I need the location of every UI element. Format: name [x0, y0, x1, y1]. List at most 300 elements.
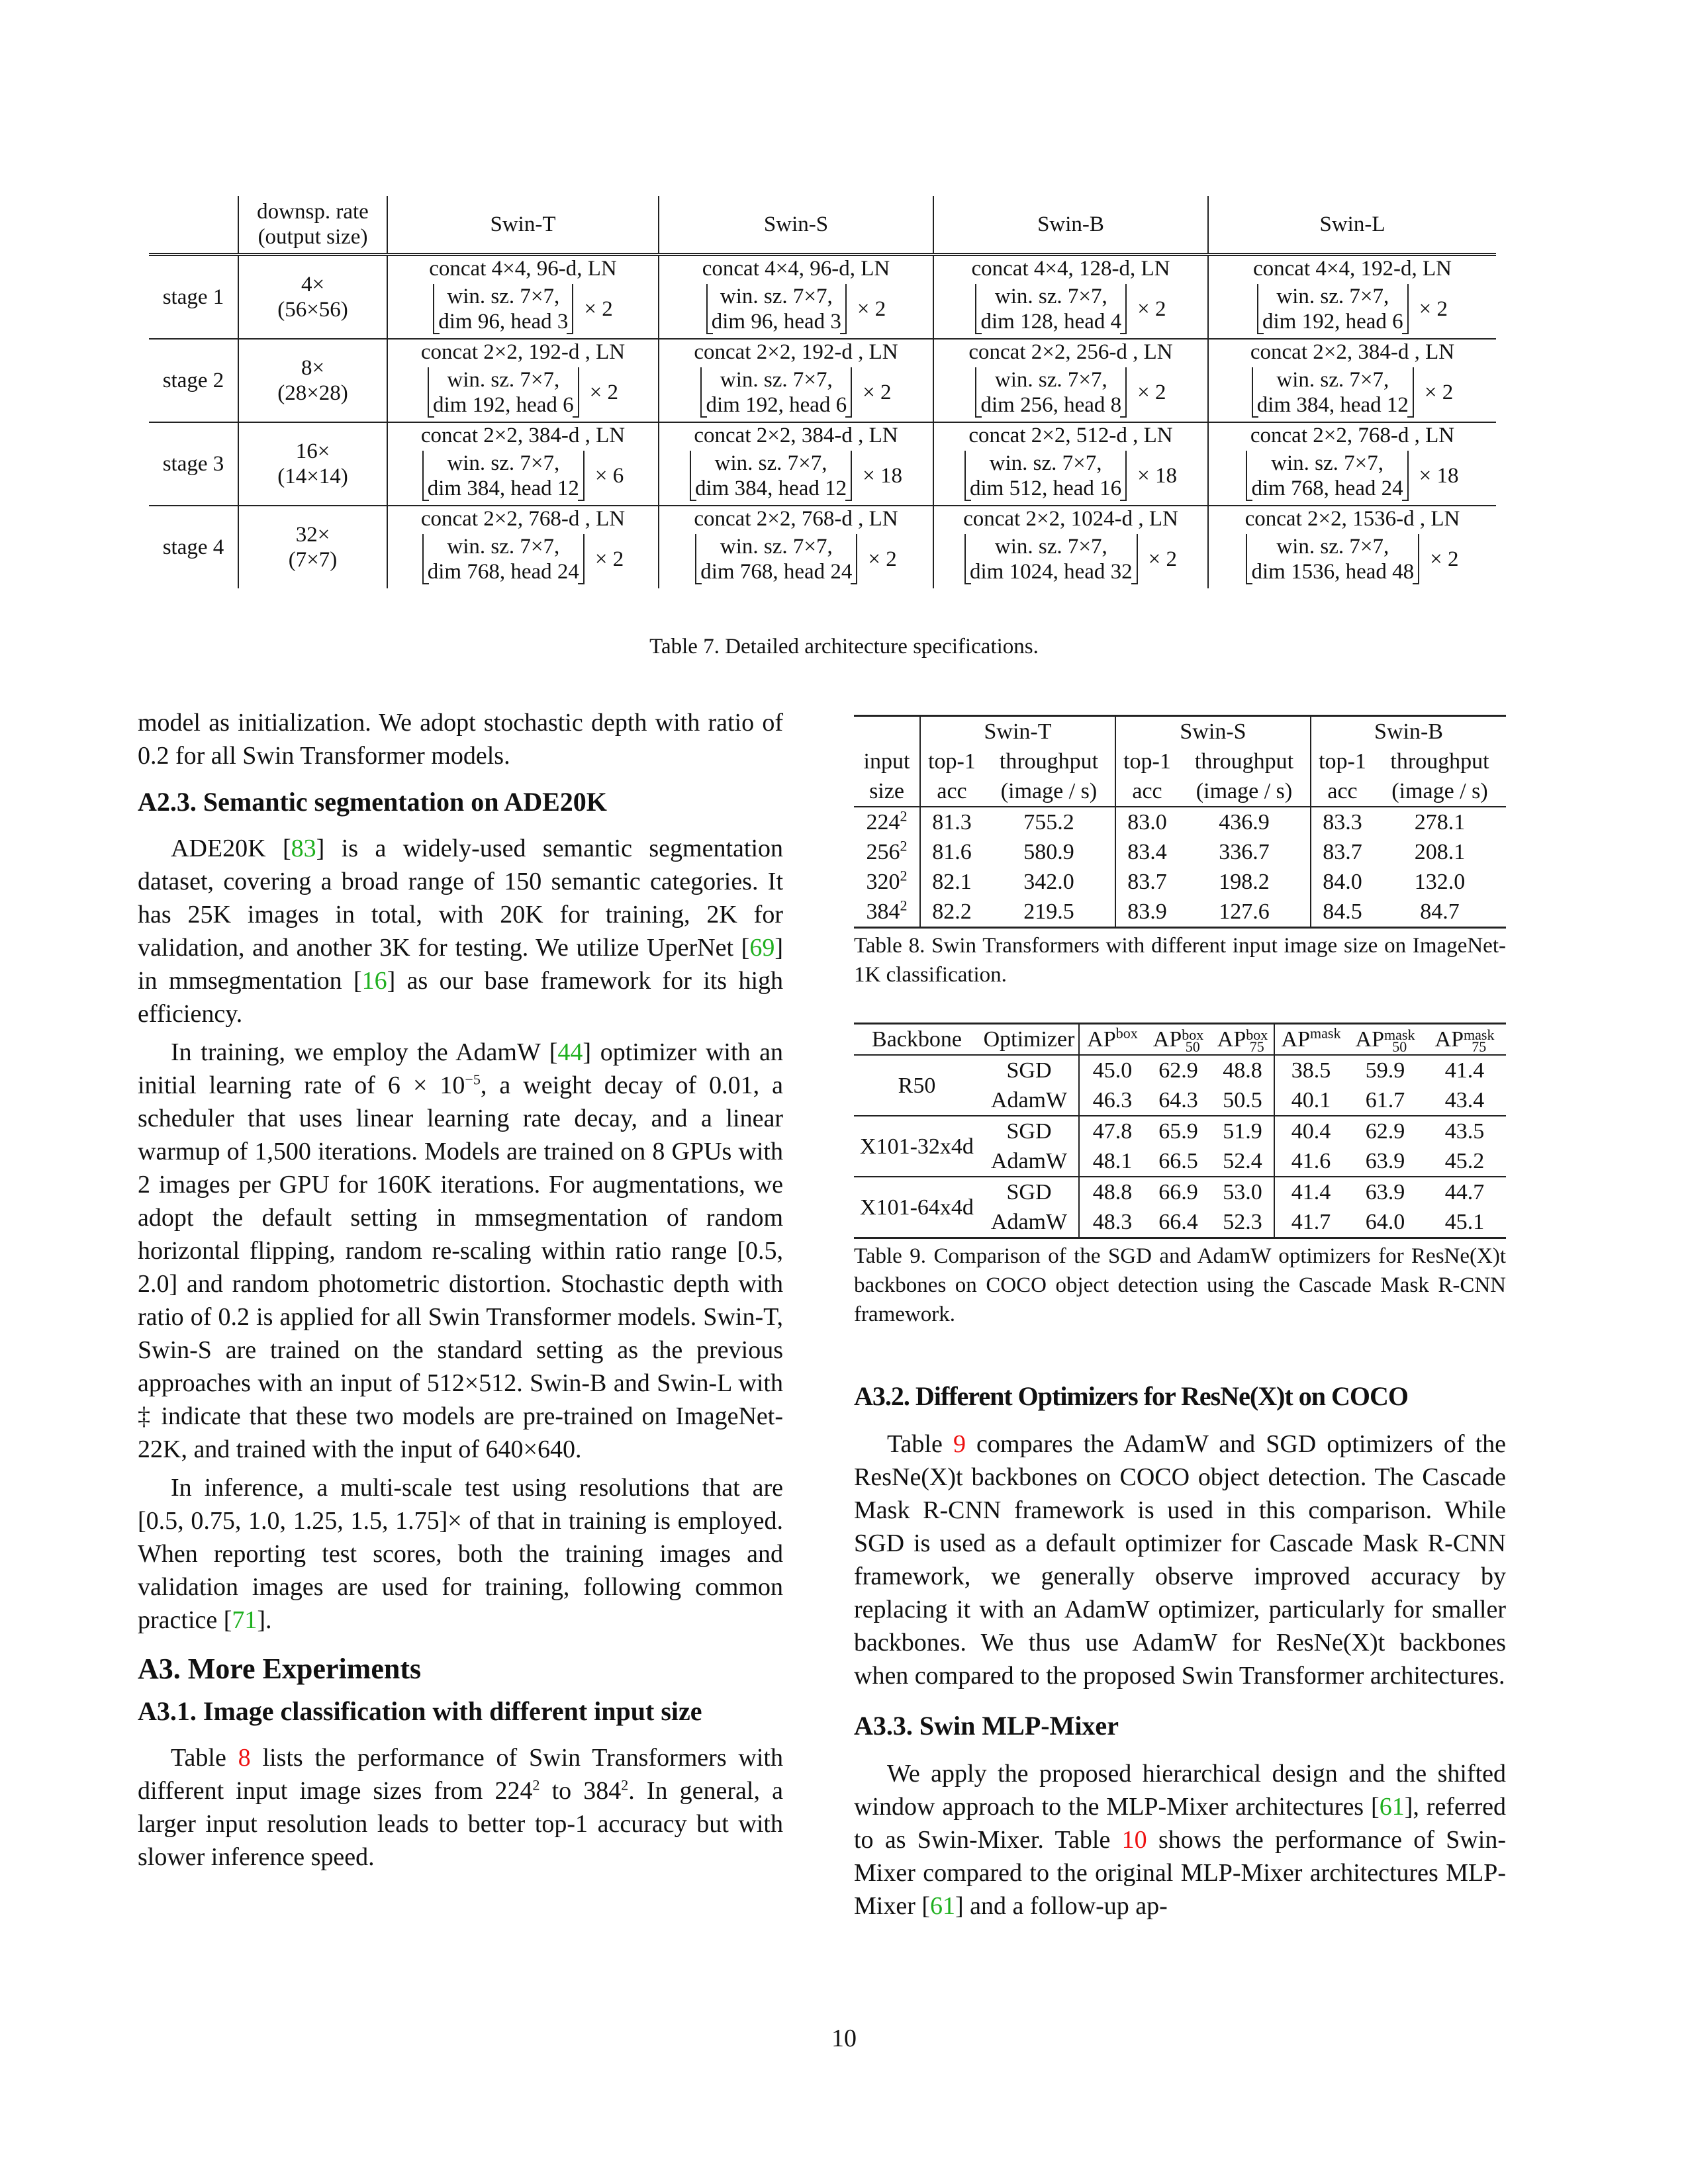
t9-h-ap75-mask [1423, 1024, 1506, 1056]
t9-h-ap50-mask [1347, 1024, 1423, 1056]
heading-a3-2: A3.2. Different Optimizers for ResNe(X)t on COCO [854, 1381, 1408, 1411]
t9-optimizer: SGD [1006, 1058, 1052, 1083]
table-ref-link[interactable]: 10 [1121, 1826, 1147, 1854]
t7-dim: dim 96, head 3 [438, 309, 569, 334]
t8-input-size [854, 807, 920, 837]
t8-h-acc: acc [1115, 776, 1178, 807]
t7-block-cell [1208, 448, 1496, 506]
t7-win: win. sz. 7×7, [994, 284, 1107, 308]
t7-stage-label: stage 2 [149, 339, 238, 422]
t7-bracket [975, 284, 1127, 334]
t8-h-thr: throughput [999, 749, 1099, 774]
t7-repeat: × 2 [1148, 547, 1177, 571]
text-span: 320 [866, 870, 900, 894]
t8-value: 83.4 [1115, 837, 1178, 867]
t9-optimizer: SGD [1006, 1180, 1052, 1205]
t7-stage-row-concat [149, 339, 1496, 365]
text-span: In inference, a multi-scale test using resolutions that are [0.5, 0.75, 1.0, 1.25, 1.5, 1.75]× of that in training is employed. When reporting test scores, both the training images and validation images are used for training, following common practice [ [138, 1474, 783, 1634]
t7-repeat: × 2 [863, 380, 892, 404]
text-span: 256 [866, 840, 900, 864]
t7-repeat: × 18 [1137, 463, 1177, 488]
t9-value: 43.4 [1444, 1088, 1485, 1113]
text-span: In training, we employ the AdamW [ [171, 1038, 558, 1066]
t8-h-acc: acc [920, 776, 983, 807]
t7-win: win. sz. 7×7, [447, 451, 560, 475]
t7-size: (14×14) [277, 464, 348, 488]
t7-dim: dim 192, head 6 [1262, 309, 1403, 334]
t7-dim: dim 192, head 6 [706, 392, 847, 417]
table-ref-link[interactable]: 8 [238, 1744, 251, 1772]
text-span: ] and a follow-up ap- [955, 1892, 1168, 1920]
t8-value: 198.2 [1219, 870, 1270, 894]
t7-block-cell [1208, 365, 1496, 422]
t9-value: 64.0 [1365, 1210, 1405, 1234]
t9-value: 45.1 [1444, 1210, 1485, 1234]
t7-rate: 16× [295, 439, 330, 463]
t9-value: 38.5 [1274, 1055, 1347, 1085]
t9-backbone: R50 [898, 1073, 936, 1098]
t7-block-cell [659, 281, 933, 339]
t9-value: 45.0 [1079, 1055, 1145, 1085]
t7-stage-label: stage 3 [149, 422, 238, 506]
header-swin-l: Swin-L [1208, 196, 1496, 254]
t7-win: win. sz. 7×7, [714, 451, 827, 475]
t9-value: 40.1 [1274, 1085, 1347, 1116]
t8-value: 81.3 [920, 807, 983, 837]
table-row [854, 897, 1506, 928]
text-span: ] as our base framework for its high efficiency. [138, 967, 783, 1028]
t7-win: win. sz. 7×7, [1276, 284, 1389, 308]
citation-link[interactable]: 44 [557, 1038, 583, 1066]
table-9-grid [854, 1023, 1506, 1239]
t7-concat-cell: concat 2×2, 1024-d , LN [933, 506, 1208, 531]
superscript: box [1115, 1024, 1138, 1042]
t8-h-top1: top-1 [1115, 747, 1178, 776]
t8-value: 82.2 [920, 897, 983, 928]
t8-h-acc: acc [1311, 776, 1374, 807]
exponent: 2 [621, 1776, 629, 1794]
header-swin-s: Swin-S [659, 196, 933, 254]
t7-concat-cell: concat 2×2, 256-d , LN [933, 339, 1208, 365]
t7-stage-row-concat [149, 506, 1496, 531]
t7-block [964, 534, 1177, 584]
t8-value: 83.0 [1115, 807, 1178, 837]
t7-win: win. sz. 7×7, [447, 284, 560, 308]
t8-h-ims: (image / s) [1391, 779, 1488, 803]
t7-block [690, 451, 902, 501]
t9-h-ap75-box [1211, 1024, 1274, 1056]
citation-link[interactable]: 61 [1379, 1793, 1405, 1821]
t7-repeat: × 2 [857, 296, 886, 321]
t7-downsp-cell [238, 254, 387, 339]
text-span: AP [1087, 1027, 1116, 1052]
t7-win: win. sz. 7×7, [1271, 451, 1383, 475]
table-8-grid [854, 715, 1506, 929]
t9-optimizer: AdamW [990, 1088, 1068, 1113]
t7-win: win. sz. 7×7, [994, 534, 1107, 559]
text-span: ], referred to as Swin-Mixer. Table [854, 1793, 1506, 1854]
t8-value: 436.9 [1178, 807, 1311, 837]
table-9-caption: Table 9. Comparison of the SGD and AdamW optimizers for ResNe(X)t backbones on COCO object detection using the Cascade Mask R-CNN framework. [854, 1244, 1506, 1326]
heading-a3-3: A3.3. Swin MLP-Mixer [854, 1711, 1119, 1741]
t8-value: 84.5 [1311, 897, 1374, 928]
t7-repeat: × 2 [584, 296, 613, 321]
text-span: ]. [257, 1606, 272, 1634]
text-span: AP [1355, 1027, 1384, 1052]
t8-h-top1: top-1 [920, 747, 983, 776]
t8-model-swin-t: Swin-T [920, 716, 1115, 747]
t8-value: 208.1 [1414, 840, 1466, 864]
t7-block [975, 284, 1166, 334]
t9-value: 41.6 [1274, 1146, 1347, 1177]
table-row [854, 837, 1506, 867]
text-span: Table [887, 1430, 953, 1458]
table-7-grid [149, 196, 1496, 588]
t7-block-cell [659, 531, 933, 588]
t9-h-ap-box [1079, 1024, 1145, 1056]
text-span: We apply the proposed hierarchical design and the shifted window approach to the MLP-Mixer architectures [ [854, 1760, 1506, 1821]
t7-block-cell [1208, 281, 1496, 339]
t9-value: 48.1 [1079, 1146, 1145, 1177]
t7-dim: dim 384, head 12 [1256, 392, 1409, 417]
sub-sup [1464, 1026, 1495, 1056]
sub-sup [1182, 1026, 1204, 1056]
heading-a2-3: A2.3. Semantic segmentation on ADE20K [138, 787, 607, 817]
header-swin-b: Swin-B [933, 196, 1208, 254]
t8-model-swin-b: Swin-B [1311, 716, 1506, 747]
t9-value: 64.3 [1158, 1088, 1198, 1113]
text-span: ] in mmsegmentation [ [138, 934, 783, 995]
t7-block-cell [387, 531, 659, 588]
citation-link[interactable]: 69 [749, 934, 775, 962]
t8-value: 127.6 [1178, 897, 1311, 928]
t7-win: win. sz. 7×7, [447, 367, 560, 392]
t9-value: 48.8 [1079, 1177, 1145, 1207]
table-7-caption: Table 7. Detailed architecture specifications. [649, 635, 1039, 659]
t7-stage-row-concat [149, 254, 1496, 281]
t8-h-top1: top-1 [1311, 747, 1374, 776]
t9-value: 47.8 [1079, 1116, 1145, 1146]
t7-dim: dim 384, head 12 [427, 476, 579, 500]
t7-win: win. sz. 7×7, [1276, 367, 1389, 392]
t7-block [422, 534, 624, 584]
t7-bracket [428, 367, 579, 418]
t7-repeat: × 2 [594, 547, 624, 571]
t8-value: 219.5 [983, 897, 1115, 928]
t7-downsp-cell [238, 339, 387, 422]
t7-bracket [964, 534, 1138, 584]
t9-value: 62.9 [1158, 1058, 1198, 1083]
t7-block [706, 284, 886, 334]
t9-value: 41.7 [1274, 1207, 1347, 1238]
t8-value: 81.6 [920, 837, 983, 867]
text-span: AP [1217, 1027, 1246, 1052]
t7-dim: dim 128, head 4 [980, 309, 1122, 334]
t7-concat-cell: concat 2×2, 1536-d , LN [1208, 506, 1496, 531]
right-paragraph-2 [854, 1757, 1506, 1923]
citation-link[interactable]: 83 [291, 835, 316, 862]
t7-block-cell [1208, 531, 1496, 588]
t9-value: 40.4 [1274, 1116, 1347, 1146]
left-paragraph-3 [138, 1471, 783, 1637]
t7-concat-cell: concat 2×2, 192-d , LN [387, 339, 659, 365]
table-7 [149, 196, 1496, 588]
t7-size: (56×56) [277, 297, 348, 322]
t7-dim: dim 768, head 24 [427, 559, 579, 584]
t7-rate: 8× [301, 355, 325, 380]
text-span: Table [171, 1744, 238, 1772]
t7-repeat: × 2 [1137, 296, 1166, 321]
t7-dim: dim 256, head 8 [980, 392, 1122, 417]
t7-block [433, 284, 613, 334]
left-column [138, 706, 783, 1874]
t7-block-cell [387, 365, 659, 422]
t9-value: 62.9 [1365, 1119, 1405, 1144]
t7-bracket [422, 534, 585, 584]
table-row [854, 1177, 1506, 1207]
t8-h-ims: (image / s) [1196, 779, 1293, 803]
exponent: 2 [900, 837, 908, 854]
t7-win: win. sz. 7×7, [989, 451, 1102, 475]
t7-block-cell [933, 531, 1208, 588]
t7-block [1257, 284, 1448, 334]
t7-bracket [1246, 451, 1408, 501]
header-downsp-line2: (output size) [258, 224, 368, 249]
t7-dim: dim 768, head 24 [700, 559, 853, 584]
t9-h-ap50-box [1145, 1024, 1211, 1056]
t8-input-size [854, 867, 920, 897]
t7-bracket [706, 284, 847, 334]
t7-concat-cell: concat 4×4, 96-d, LN [659, 254, 933, 281]
t7-block-cell [933, 448, 1208, 506]
t9-value: 45.2 [1444, 1149, 1485, 1173]
t8-value: 83.7 [1311, 837, 1374, 867]
t7-stage-label: stage 1 [149, 254, 238, 339]
t7-block-cell [659, 365, 933, 422]
t7-win: win. sz. 7×7, [720, 284, 833, 308]
t7-repeat: × 6 [594, 463, 624, 488]
t7-block-cell [659, 448, 933, 506]
t7-win: win. sz. 7×7, [720, 534, 833, 559]
table-row [854, 1116, 1506, 1146]
t7-repeat: × 2 [1430, 547, 1459, 571]
superscript: mask [1464, 1026, 1495, 1044]
t8-input-size [854, 897, 920, 928]
table-8-caption: Table 8. Swin Transformers with different input image size on ImageNet-1K classification. [854, 934, 1506, 987]
table-8 [854, 715, 1506, 989]
t7-win: win. sz. 7×7, [447, 534, 560, 559]
superscript: box [1246, 1026, 1268, 1044]
exponent: 2 [900, 867, 908, 884]
t9-value: 61.7 [1365, 1088, 1405, 1113]
t8-corner [854, 716, 920, 747]
text-span: ] optimizer with an initial learning rate of 6 × 10 [138, 1038, 783, 1099]
text-span: to 384 [539, 1777, 622, 1805]
t7-dim: dim 512, head 16 [969, 476, 1122, 500]
text-span: , a weight decay of 0.01, a scheduler that uses linear learning rate decay, and a linear warmup of 1,500 iterations. Models are trained on 8 GPUs with 2 images per GPU for 160K iterations. For augmentations, we adopt the default setting in mmsegmentation of random horizontal flipping, random re-scaling within ratio range [0.5, 2.0] and random photometric distortion. Stochastic depth with ratio of 0.2 is applied for all Swin Transformer models. Swin-T, Swin-S are trained on the standard setting as the previous approaches with an input of 512×512. Swin-B and Swin-L with ‡ indicate that these two models are pre-trained on ImageNet-22K, and trained with the input of 640×640. [138, 1071, 783, 1463]
t7-repeat: × 2 [1424, 380, 1454, 404]
t9-value: 48.3 [1079, 1207, 1145, 1238]
t8-h-size: size [869, 779, 904, 803]
t7-block [1252, 367, 1454, 418]
t7-dim: dim 1536, head 48 [1251, 559, 1415, 584]
t8-value: 342.0 [1023, 870, 1074, 894]
left-paragraph-2 [138, 1036, 783, 1466]
exponent: 2 [900, 897, 908, 914]
page-number: 10 [831, 2025, 857, 2052]
t7-repeat: × 2 [1419, 296, 1448, 321]
t7-bracket [964, 451, 1127, 501]
t9-value: 52.4 [1223, 1149, 1262, 1173]
exponent: 2 [532, 1776, 540, 1794]
t9-value: 63.9 [1365, 1149, 1405, 1173]
t7-block-cell [387, 448, 659, 506]
t7-block-cell [933, 281, 1208, 339]
t7-win: win. sz. 7×7, [994, 367, 1107, 392]
table-row [854, 1055, 1506, 1085]
superscript: mask [1310, 1024, 1341, 1042]
t7-concat-cell: concat 4×4, 96-d, LN [387, 254, 659, 281]
t7-block-cell [387, 281, 659, 339]
citation-link[interactable]: 61 [930, 1892, 956, 1920]
t7-size: (7×7) [288, 547, 338, 572]
t9-h-optimizer: Optimizer [983, 1027, 1075, 1052]
t9-value: 41.4 [1274, 1177, 1347, 1207]
sub-sup [1246, 1026, 1268, 1056]
t7-concat-cell: concat 2×2, 192-d , LN [659, 339, 933, 365]
t9-value: 48.8 [1223, 1058, 1262, 1083]
text-span: AP [1281, 1027, 1310, 1052]
text-span: 384 [866, 899, 900, 924]
t7-repeat: × 18 [863, 463, 902, 488]
t8-value: 278.1 [1374, 807, 1506, 837]
t8-value: 83.3 [1311, 807, 1374, 837]
t7-block [428, 367, 618, 418]
t9-value: 46.3 [1079, 1085, 1145, 1116]
header-downsp-line1: downsp. rate [257, 199, 369, 224]
text-span: compares the AdamW and SGD optimizers of the ResNe(X)t backbones on COCO object detection. The Cascade Mask R-CNN framework is used in this comparison. While SGD is used as a default optimizer for Cascade Mask R-CNN framework, we generally observe improved accuracy by replacing it with an AdamW optimizer, particularly for smaller backbones. We thus use AdamW for ResNe(X)t backbones when compared to the proposed Swin Transformer architectures. [854, 1430, 1506, 1690]
right-column [854, 1380, 1506, 1923]
t7-rate: 4× [301, 272, 325, 296]
t8-value: 755.2 [983, 807, 1115, 837]
t8-value: 84.0 [1311, 867, 1374, 897]
table-ref-link[interactable]: 9 [953, 1430, 966, 1458]
t8-h-input: input [863, 749, 910, 774]
header-swin-t: Swin-T [387, 196, 659, 254]
t7-bracket [422, 451, 585, 501]
t8-value: 83.7 [1115, 867, 1178, 897]
table-9 [854, 1023, 1506, 1329]
subscript: 50 [1392, 1038, 1407, 1056]
left-paragraph-0: model as initialization. We adopt stochastic depth with ratio of 0.2 for all Swin Transformer models. [138, 709, 783, 770]
t7-block [1246, 534, 1458, 584]
t8-h-thr: throughput [1390, 749, 1489, 774]
t7-block [700, 367, 891, 418]
t9-backbone: X101-64x4d [860, 1195, 974, 1220]
t8-value: 84.7 [1374, 897, 1506, 928]
text-span: shows the performance of Swin-Mixer compared to the original MLP-Mixer architectures MLP-Mixer [ [854, 1826, 1507, 1920]
exponent: −5 [465, 1071, 481, 1088]
subscript: 50 [1185, 1038, 1200, 1056]
t7-repeat: × 2 [1137, 380, 1166, 404]
t9-value: 41.4 [1444, 1058, 1485, 1083]
t7-block [695, 534, 897, 584]
t7-dim: dim 1024, head 32 [969, 559, 1133, 584]
t9-optimizer: SGD [1006, 1119, 1052, 1144]
t9-value: 66.9 [1158, 1180, 1198, 1205]
superscript: mask [1384, 1026, 1415, 1044]
t9-h-ap-mask [1274, 1024, 1347, 1056]
heading-a3: A3. More Experiments [138, 1653, 422, 1685]
t7-repeat: × 18 [1419, 463, 1459, 488]
t9-backbone: X101-32x4d [860, 1134, 974, 1159]
t7-concat-cell: concat 2×2, 384-d , LN [659, 422, 933, 448]
text-span: AP [1434, 1027, 1464, 1052]
t7-concat-cell: concat 2×2, 768-d , LN [1208, 422, 1496, 448]
t7-stage-label: stage 4 [149, 506, 238, 588]
subscript: 75 [1472, 1038, 1487, 1056]
t8-model-swin-s: Swin-S [1115, 716, 1311, 747]
t7-win: win. sz. 7×7, [720, 367, 833, 392]
t7-concat-cell: concat 4×4, 192-d, LN [1208, 254, 1496, 281]
citation-link[interactable]: 16 [361, 967, 387, 995]
t7-bracket [700, 367, 852, 418]
t7-bracket [1257, 284, 1409, 334]
t8-value: 132.0 [1414, 870, 1466, 894]
header-empty [149, 196, 238, 254]
t7-bracket [433, 284, 573, 334]
t7-concat-cell: concat 2×2, 384-d , LN [1208, 339, 1496, 365]
t9-value: 66.4 [1158, 1210, 1198, 1234]
t9-h-backbone: Backbone [872, 1027, 962, 1052]
exponent: 2 [900, 807, 908, 825]
t9-optimizer: AdamW [990, 1210, 1068, 1234]
t8-h-ims: (image / s) [1000, 779, 1098, 803]
t8-h-thr: throughput [1194, 749, 1294, 774]
text-span: . In general, a larger input resolution leads to better top-1 accuracy but with slower inference speed. [138, 1777, 783, 1871]
table-row [854, 867, 1506, 897]
t7-block [1246, 451, 1458, 501]
t7-win: win. sz. 7×7, [1276, 534, 1389, 559]
t7-bracket [1252, 367, 1414, 418]
t7-size: (28×28) [277, 381, 348, 405]
t7-block-cell [933, 365, 1208, 422]
right-paragraph-1 [854, 1428, 1506, 1692]
t7-concat-cell: concat 2×2, 512-d , LN [933, 422, 1208, 448]
t7-dim: dim 384, head 12 [694, 476, 847, 500]
t7-repeat: × 2 [868, 547, 897, 571]
t9-value: 43.5 [1444, 1119, 1485, 1144]
t8-value: 82.1 [920, 867, 983, 897]
citation-link[interactable]: 71 [232, 1606, 258, 1634]
t8-input-size [854, 837, 920, 867]
left-paragraph-1 [138, 832, 783, 1030]
t7-block [964, 451, 1177, 501]
left-paragraph-4 [138, 1741, 783, 1874]
text-span: lists the performance of Swin Transformers with different input image sizes from 224 [138, 1744, 783, 1805]
text-span: ADE20K [ [171, 835, 291, 862]
t9-value: 51.9 [1223, 1119, 1262, 1144]
t7-bracket [1246, 534, 1419, 584]
t9-value: 44.7 [1444, 1180, 1485, 1205]
text-span: 224 [866, 810, 900, 835]
t8-value: 336.7 [1219, 840, 1270, 864]
header-downsp [238, 196, 387, 254]
t7-concat-cell: concat 4×4, 128-d, LN [933, 254, 1208, 281]
t9-value: 65.9 [1158, 1119, 1198, 1144]
t7-dim: dim 192, head 6 [432, 392, 574, 417]
t7-downsp-cell [238, 422, 387, 506]
